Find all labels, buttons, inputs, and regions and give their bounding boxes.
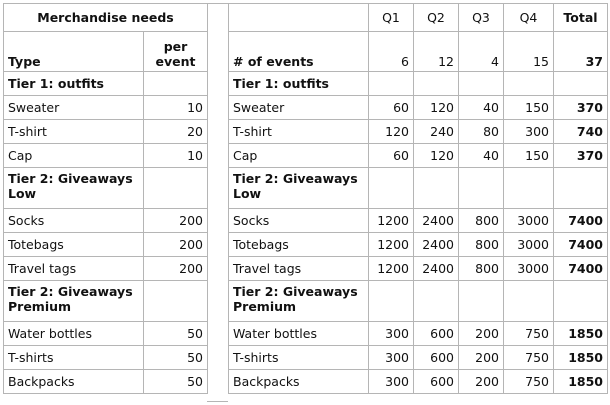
item-name: Totebags [229,233,369,257]
events-label: # of events [229,32,369,72]
quarter-value: 120 [414,144,459,168]
quarter-value: 2400 [414,233,459,257]
quarter-value: 60 [369,96,414,120]
quarter-value: 2400 [414,209,459,233]
quarter-value: 150 [504,144,554,168]
quarter-header: Q1 [369,4,414,32]
quarter-value: 800 [459,209,504,233]
quarter-header: Q4 [504,4,554,32]
quarter-value: 120 [414,96,459,120]
row-total: 7400 [554,233,608,257]
events-count: 15 [504,32,554,72]
quarter-value: 200 [459,346,504,370]
quarter-header: Q2 [414,4,459,32]
quarter-value: 300 [369,370,414,394]
quarter-value: 800 [459,257,504,281]
per-event-value: 20 [144,120,208,144]
per-event-value: 200 [144,209,208,233]
tier-label: Tier 1: outfits [229,72,369,96]
item-name: Backpacks [4,370,144,394]
quarter-value: 240 [414,120,459,144]
quarter-value: 200 [459,370,504,394]
quarter-value: 150 [504,96,554,120]
per-event-value: 200 [144,233,208,257]
item-name: Cap [4,144,144,168]
row-total: 370 [554,144,608,168]
events-count: 4 [459,32,504,72]
quarter-value: 3000 [504,209,554,233]
item-name: Water bottles [229,322,369,346]
per-event-value: 10 [144,144,208,168]
quarter-value: 1200 [369,233,414,257]
row-total: 1850 [554,322,608,346]
tier-label: Tier 2: Giveaways Premium [4,281,144,322]
item-name: T-shirts [229,346,369,370]
row-total: 740 [554,120,608,144]
item-name: Water bottles [4,322,144,346]
quarter-value: 40 [459,144,504,168]
item-name: Totebags [4,233,144,257]
item-name: T-shirt [4,120,144,144]
merchandise-needs-title: Merchandise needs [4,4,208,32]
quarter-value: 1200 [369,209,414,233]
per-event-value: 10 [144,96,208,120]
row-total: 1850 [554,370,608,394]
quarter-value: 3000 [504,257,554,281]
table-gap [207,3,228,402]
per-event-header: per event [144,32,208,72]
events-count: 12 [414,32,459,72]
quarter-value: 120 [369,120,414,144]
quarter-value: 750 [504,370,554,394]
type-header: Type [4,32,144,72]
item-name: Cap [229,144,369,168]
row-total: 370 [554,96,608,120]
row-total: 1850 [554,346,608,370]
per-event-value: 50 [144,346,208,370]
quarter-value: 750 [504,346,554,370]
item-name: Sweater [229,96,369,120]
item-name: Socks [229,209,369,233]
quarter-value: 800 [459,233,504,257]
events-count: 6 [369,32,414,72]
tier-label: Tier 2: Giveaways Low [229,168,369,209]
tier-label: Tier 2: Giveaways Low [4,168,144,209]
quarter-value: 600 [414,370,459,394]
quarter-value: 3000 [504,233,554,257]
quarter-value: 300 [369,322,414,346]
quarter-value: 750 [504,322,554,346]
tier-label: Tier 2: Giveaways Premium [229,281,369,322]
quarter-value: 600 [414,346,459,370]
quarter-value: 2400 [414,257,459,281]
item-name: T-shirt [229,120,369,144]
tier-label: Tier 1: outfits [4,72,144,96]
item-name: Sweater [4,96,144,120]
quarter-value: 200 [459,322,504,346]
merchandise-needs-table [3,3,208,394]
per-event-value: 50 [144,322,208,346]
item-name: T-shirts [4,346,144,370]
per-event-value: 50 [144,370,208,394]
quarter-value: 80 [459,120,504,144]
quarter-value: 300 [369,346,414,370]
quarter-value: 40 [459,96,504,120]
quarter-header: Q3 [459,4,504,32]
quarter-value: 1200 [369,257,414,281]
row-total: 7400 [554,209,608,233]
item-name: Backpacks [229,370,369,394]
quarterly-totals-table [228,3,608,394]
quarter-value: 300 [504,120,554,144]
item-name: Travel tags [4,257,144,281]
quarter-value: 60 [369,144,414,168]
item-name: Socks [4,209,144,233]
item-name: Travel tags [229,257,369,281]
quarter-value: 600 [414,322,459,346]
total-header: Total [554,4,608,32]
row-total: 7400 [554,257,608,281]
events-total: 37 [554,32,608,72]
per-event-value: 200 [144,257,208,281]
